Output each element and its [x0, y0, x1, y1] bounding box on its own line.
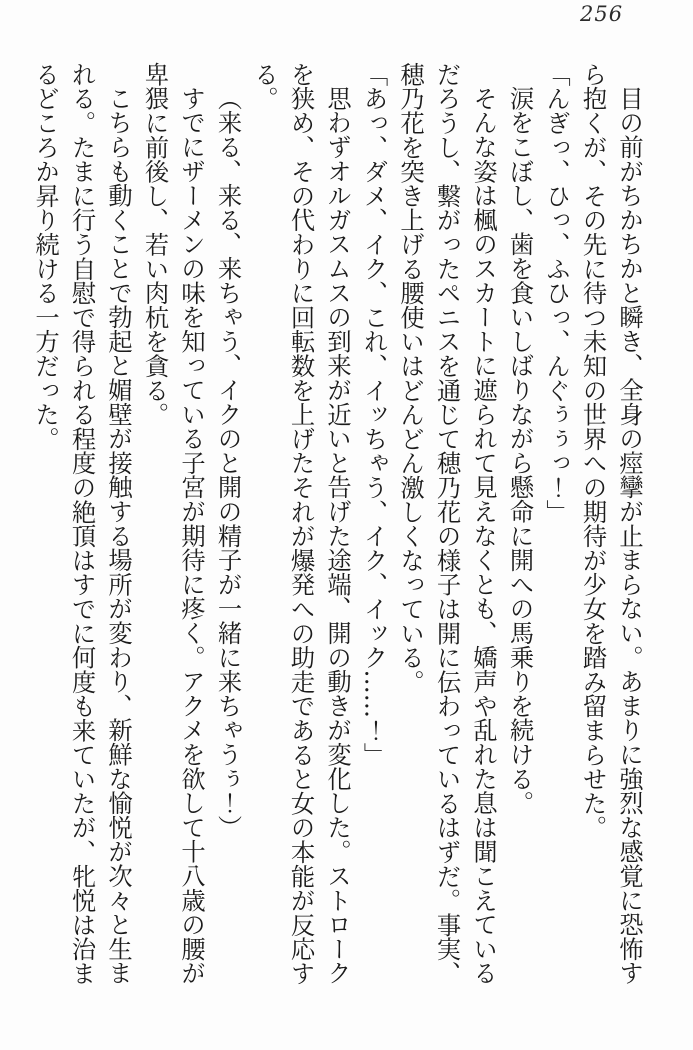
narrative-paragraph: 涙をこぼし、歯を食いしばりながら懸命に開への馬乗りを続ける。: [505, 86, 535, 816]
dialogue-line: 「んぎっ、ひっ、ふひっ、んぐぅぅっ！」: [542, 62, 571, 524]
narrative-paragraph: 目の前がちかちかと瞬き、全身の痙攣が止まらない。あまりに強烈な感覚に恐怖すら抱くが、その先に待つ未知の世界への期待が少女を踏み留まらせた。: [578, 62, 644, 986]
narrative-paragraph: 思わずオルガスムスの到来が近いと告げた途端、開の動きが変化した。ストロークを狭め、その代わりに回転数を上げたそれが爆発への助走であると女の本能が反応する。: [250, 62, 352, 986]
narrative-paragraph: こちらも動くことで勃起と媚壁が接触する場所が変わり、新鮮な愉悦が次々と生まれる。たまに行う自慰で得られる程度の絶頂はすでに何度も来ていたが、牝悦は治まるどころか昇り続ける一方だった。: [31, 62, 133, 986]
page-number: 256: [580, 2, 624, 26]
dialogue-line: 「あっ、ダメ、イク、これ、イッちゃう、イク、イック……！」: [359, 62, 389, 767]
page-text: [27, 62, 648, 986]
narrative-paragraph: そんな姿は楓のスカートに遮られて見えなくとも、嬌声や乱れた息は聞こえているだろうし、繋がったペニスを通じて穂乃花の様子は開に伝わっているはずだ。事実、穂乃花を突き上げる腰使いはどんどん激しくなっている。: [396, 62, 498, 986]
thought-line: （来る、来る、来ちゃう、イクのと開の精子が一緒に来ちゃうぅ！）: [213, 86, 243, 840]
narrative-paragraph: すでにザーメンの味を知っている子宮が期待に疼く。アクメを欲して十八歳の腰が卑猥に前後し、若い肉杭を貪る。: [140, 62, 206, 986]
